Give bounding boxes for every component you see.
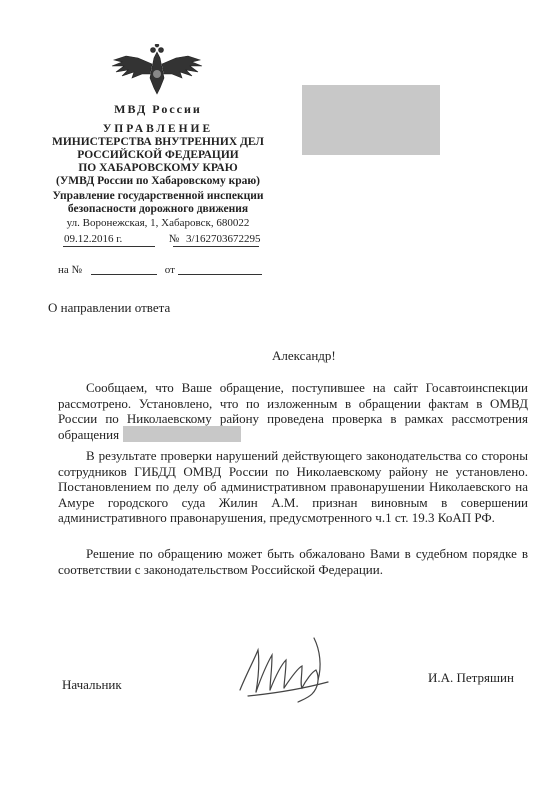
paragraph-2-text: В результате проверки нарушений действующего законодательства со стороны сотрудников ГИБДД ОМВД России по Николаевскому району не установлено. Постановлением по делу об административном правонарушении Николаевского на Амуре городского суда Жилин А.М. признан виновным в совершении административного правонарушения, предусмотренного ч.1 ст. 19.3 КоАП РФ. [58, 448, 528, 525]
org-umvd: (УМВД России по Хабаровскому краю) [56, 175, 260, 187]
handwritten-signature-icon [228, 620, 348, 710]
ref-label-na: на № [58, 264, 83, 276]
ref-date-underline [178, 274, 262, 275]
letter-date-line [64, 233, 261, 245]
number-prefix: № [168, 233, 180, 245]
letter-number: 3/162703672295 [186, 233, 261, 245]
org-gibdd-line2: безопасности дорожного движения [67, 203, 249, 215]
org-address: ул. Воронежская, 1, Хабаровск, 680022 [66, 217, 250, 229]
paragraph-2 [58, 448, 528, 526]
org-gibdd-line1: Управление государственной инспекции [52, 190, 264, 202]
org-rf: РОССИЙСКОЙ ФЕДЕРАЦИИ [77, 149, 239, 161]
paragraph-3 [58, 546, 528, 577]
number-underline [173, 246, 259, 247]
org-mvd: МВД России [114, 102, 202, 116]
org-region: ПО ХАБАРОВСКОМУ КРАЮ [78, 162, 238, 174]
signatory-name: И.А. Петряшин [428, 670, 514, 685]
eagle-emblem-icon [108, 44, 206, 96]
org-upravlenie: УПРАВЛЕНИЕ [102, 123, 214, 135]
paragraph-3-text: Решение по обращению может быть обжаловано Вами в судебном порядке в соответствии с законодательством Российской Федерации. [58, 546, 528, 577]
ref-label-ot: от [164, 264, 175, 276]
date-underline [63, 246, 155, 247]
letter-subject: О направлении ответа [48, 300, 171, 315]
paragraph-1-text: Сообщаем, что Ваше обращение, поступившее на сайт Госавтоинспекции рассмотрено. Установлено, что по изложенным в обращении фактам в ОМВД России по Николаевскому району проведена проверка в рамках рассмотрения обращения [58, 380, 528, 442]
letter-date: 09.12.2016 г. [64, 233, 123, 245]
greeting: Александр! [272, 348, 336, 363]
org-ministry: МИНИСТЕРСТВА ВНУТРЕННИХ ДЕЛ [51, 136, 265, 148]
redacted-inline-text [123, 426, 241, 442]
ref-number-underline [91, 274, 157, 275]
signatory-title: Начальник [62, 677, 122, 692]
redacted-recipient-block [302, 85, 440, 155]
